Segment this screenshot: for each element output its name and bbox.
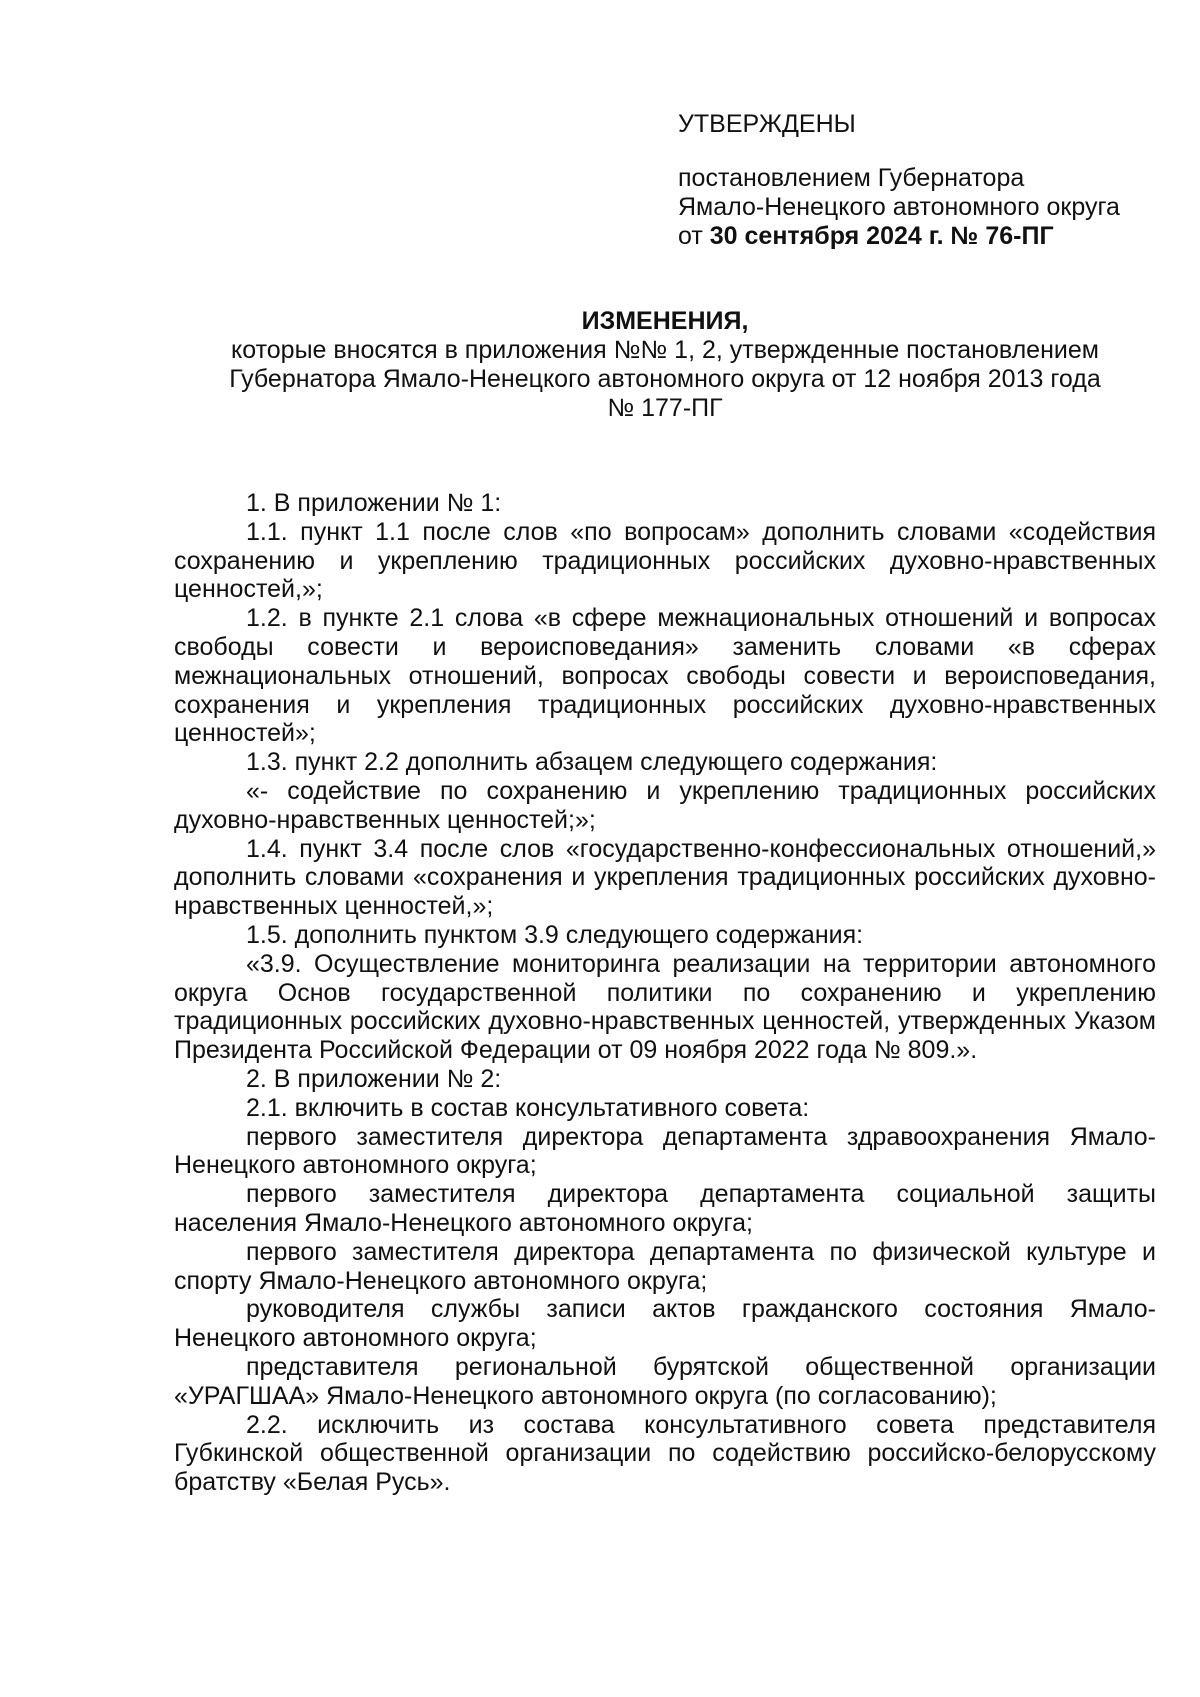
paragraph: «3.9. Осуществление мониторинга реализации на территории автономного округа Основ государственной политики по сохранению и укреплению традиционных российских духовно-нравственных ценностей, утвержденных Указом Президента Российской Федерации от 09 ноября 2022 года № 809.». bbox=[174, 949, 1156, 1065]
document-title bbox=[170, 307, 1160, 423]
paragraph: первого заместителя директора департамента по физической культуре и спорту Ямало-Ненецкого автономного округа; bbox=[174, 1237, 1156, 1295]
title-line-2: Губернатора Ямало-Ненецкого автономного округа от 12 ноября 2013 года bbox=[229, 365, 1101, 393]
paragraph: первого заместителя директора департамента здравоохранения Ямало-Ненецкого автономного округа; bbox=[174, 1122, 1156, 1180]
approval-date-number: 30 сентября 2024 г. № 76-ПГ bbox=[709, 222, 1054, 250]
paragraph: 1.5. дополнить пунктом 3.9 следующего содержания: bbox=[246, 920, 864, 949]
paragraph: представителя региональной бурятской общественной организации «УРАГШАА» Ямало-Ненецкого автономного округа (по согласованию); bbox=[174, 1352, 1156, 1410]
approval-line-1: постановлением Губернатора bbox=[678, 164, 1025, 192]
approval-line-2: Ямало-Ненецкого автономного округа bbox=[678, 193, 1120, 221]
paragraph: 2. В приложении № 2: bbox=[246, 1064, 502, 1093]
paragraph: 1.3. пункт 2.2 дополнить абзацем следующего содержания: bbox=[246, 748, 938, 777]
approval-block bbox=[678, 110, 1158, 251]
paragraph: 1.2. в пункте 2.1 слова «в сфере межнациональных отношений и вопросах свободы совести и вероисповедания» заменить словами «в сферах межнациональных отношений, вопросах свободы совести и вероисповедания, сохранения и укрепления традиционных российских духовно-нравственных ценностей»; bbox=[174, 604, 1156, 748]
title-line-1: которые вносятся в приложения №№ 1, 2, утвержденные постановлением bbox=[231, 336, 1099, 364]
paragraph: 1. В приложении № 1: bbox=[246, 489, 502, 517]
title-line-3: № 177-ПГ bbox=[607, 394, 723, 422]
paragraph: руководителя службы записи актов гражданского состояния Ямало-Ненецкого автономного округа; bbox=[174, 1295, 1156, 1353]
paragraph: «- содействие по сохранению и укреплению традиционных российских духовно-нравственных ценностей;»; bbox=[174, 776, 1156, 834]
paragraph: 1.4. пункт 3.4 после слов «государственно-конфессиональных отношений,» дополнить словами «сохранения и укрепления традиционных российских духовно-нравственных ценностей,»; bbox=[174, 834, 1156, 921]
document-body bbox=[174, 489, 1156, 1497]
approval-date-prefix: от bbox=[678, 222, 710, 250]
approval-stamp: УТВЕРЖДЕНЫ bbox=[678, 110, 856, 138]
paragraph: первого заместителя директора департамента социальной защиты населения Ямало-Ненецкого автономного округа; bbox=[174, 1180, 1156, 1237]
paragraph: 2.1. включить в состав консультативного совета: bbox=[246, 1093, 810, 1122]
paragraph: 2.2. исключить из состава консультативного совета представителя Губкинской общественной организации по содействию российско-белорусскому братству «Белая Русь». bbox=[174, 1410, 1156, 1497]
paragraph: 1.1. пункт 1.1 после слов «по вопросам» дополнить словами «содействия сохранению и укреплению традиционных российских духовно-нравственных ценностей,»; bbox=[174, 517, 1156, 604]
approval-date-line bbox=[678, 222, 1158, 251]
document-heading: ИЗМЕНЕНИЯ, bbox=[581, 307, 749, 335]
